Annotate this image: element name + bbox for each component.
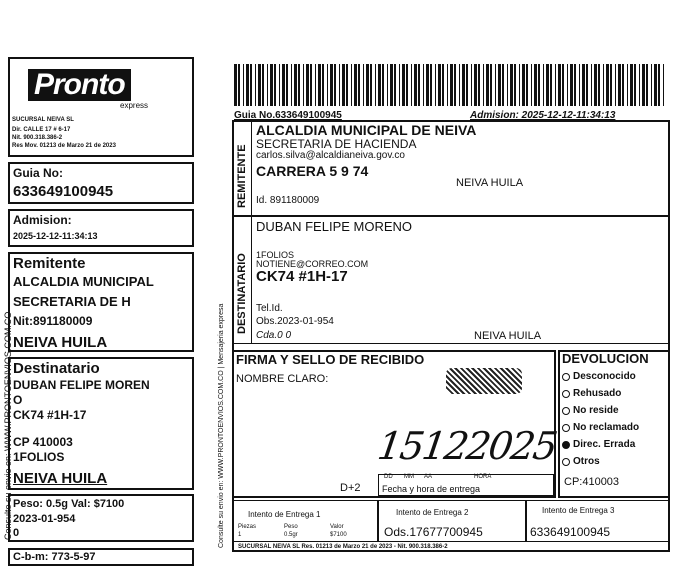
devolucion-cp: CP:410003 bbox=[564, 476, 620, 488]
radio-checked-icon bbox=[562, 441, 570, 449]
barcode-bar bbox=[402, 64, 405, 106]
remitente-name: ALCALDIA MUNICIPAL DE NEIVA bbox=[256, 122, 477, 138]
destinatario-city: NEIVA HUILA bbox=[13, 470, 108, 487]
barcode-bar bbox=[615, 64, 616, 106]
logo-subtitle: express bbox=[120, 101, 149, 110]
peso-value-valor: $7100 bbox=[330, 532, 347, 538]
barcode-bar bbox=[306, 64, 309, 106]
remitente-line-2: SECRETARIA DE H bbox=[13, 294, 131, 309]
barcode-bar bbox=[627, 64, 628, 106]
devolucion-option-0[interactable]: Desconocido bbox=[562, 368, 639, 385]
barcode-bar bbox=[363, 64, 364, 106]
barcode-bar bbox=[555, 64, 556, 106]
peso-line: Peso: 0.5g Val: $7100 bbox=[13, 498, 125, 510]
destinatario-line-3: CK74 #1H-17 bbox=[13, 408, 87, 422]
date-line: 2023-01-954 bbox=[13, 513, 76, 525]
peso-value-piezas: 1 bbox=[238, 532, 242, 538]
remitente-id: Id. 891180009 bbox=[256, 195, 320, 206]
barcode-bar bbox=[522, 64, 525, 106]
barcode-bar bbox=[334, 64, 336, 106]
intento-1-label: Intento de Entrega 1 bbox=[248, 510, 321, 519]
barcode-bar bbox=[255, 64, 256, 106]
barcode-bar bbox=[310, 64, 312, 106]
main-footer: SUCURSAL NEIVA SL Res. 01213 de Marzo 21 de 2023 - Nit. 900.318.386-2 bbox=[238, 544, 448, 550]
barcode-bar bbox=[466, 64, 468, 106]
barcode-bar bbox=[430, 64, 432, 106]
barcode-bar bbox=[579, 64, 580, 106]
remitente-city: NEIVA HUILA bbox=[456, 177, 524, 189]
remitente-line-3: Nit:891180009 bbox=[13, 314, 93, 328]
barcode bbox=[234, 64, 666, 106]
fecha-col-aa: AA bbox=[424, 474, 433, 480]
barcode-bar bbox=[478, 64, 480, 106]
firma-title: FIRMA Y SELLO DE RECIBIDO bbox=[236, 352, 425, 367]
barcode-bar bbox=[246, 64, 249, 106]
barcode-bar bbox=[586, 64, 588, 106]
guia-label: Guia No: bbox=[13, 166, 63, 180]
barcode-bar bbox=[394, 64, 396, 106]
barcode-bar bbox=[262, 64, 264, 106]
barcode-bar bbox=[282, 64, 285, 106]
company-logo: Pronto bbox=[28, 69, 131, 101]
barcode-bar bbox=[526, 64, 528, 106]
peso-header-peso: Peso bbox=[284, 524, 298, 530]
left-logo-box bbox=[8, 57, 194, 157]
fecha-col-dd: DD bbox=[384, 474, 393, 480]
d2-label: D+2 bbox=[340, 482, 361, 494]
radio-circle-icon bbox=[562, 458, 570, 466]
barcode-bar bbox=[574, 64, 576, 106]
destinatario-cda: Cda.0 0 bbox=[256, 330, 292, 341]
radio-circle-icon bbox=[562, 390, 570, 398]
barcode-bar bbox=[406, 64, 408, 106]
barcode-bar bbox=[354, 64, 357, 106]
barcode-bar bbox=[639, 64, 640, 106]
devolucion-option-5[interactable]: Otros bbox=[562, 453, 639, 470]
barcode-bar bbox=[382, 64, 384, 106]
company-line-3: Nit. 900.318.386-2 bbox=[12, 135, 63, 141]
left-admision-box bbox=[8, 209, 194, 247]
main-side-text: Consulte su envio en: WWW.PRONTOENVIOS.COM.CO | Mensajeria expresa bbox=[218, 303, 225, 548]
destinatario-city: NEIVA HUILA bbox=[474, 330, 542, 342]
barcode-bar bbox=[663, 64, 664, 106]
barcode-bar bbox=[387, 64, 388, 106]
barcode-bar bbox=[562, 64, 564, 106]
radio-circle-icon bbox=[562, 424, 570, 432]
devolucion-option-4[interactable]: Direc. Errada bbox=[562, 436, 639, 453]
peso-header-piezas: Piezas bbox=[238, 524, 257, 530]
barcode-bar bbox=[366, 64, 369, 106]
main-guia-header: Guia No.633649100945 bbox=[234, 110, 342, 121]
devolucion-option-3[interactable]: No reclamado bbox=[562, 419, 639, 436]
barcode-bar bbox=[358, 64, 360, 106]
barcode-bar bbox=[651, 64, 652, 106]
barcode-bar bbox=[646, 64, 648, 106]
destinatario-name: DUBAN FELIPE MORENO bbox=[256, 219, 413, 234]
barcode-bar bbox=[411, 64, 412, 106]
barcode-bar bbox=[351, 64, 352, 106]
barcode-bar bbox=[582, 64, 585, 106]
admision-value: 2025-12-12-11:34:13 bbox=[13, 231, 98, 241]
barcode-bar bbox=[298, 64, 300, 106]
remitente-dept: SECRETARIA DE HACIENDA bbox=[256, 137, 417, 151]
destinatario-line-2: O bbox=[13, 393, 23, 407]
barcode-bar bbox=[642, 64, 645, 106]
destinatario-address: CK74 #1H-17 bbox=[256, 268, 348, 285]
barcode-bar bbox=[438, 64, 441, 106]
barcode-bar bbox=[618, 64, 621, 106]
barcode-bar bbox=[591, 64, 592, 106]
barcode-bar bbox=[322, 64, 324, 106]
peso-header-valor: Valor bbox=[330, 524, 344, 530]
remitente-vertical-label: REMITENTE bbox=[236, 144, 248, 208]
barcode-bar bbox=[426, 64, 429, 106]
barcode-bar bbox=[447, 64, 448, 106]
left-destinatario-box bbox=[8, 357, 194, 490]
barcode-bar bbox=[538, 64, 540, 106]
barcode-bar bbox=[327, 64, 328, 106]
barcode-bar bbox=[270, 64, 273, 106]
barcode-bar bbox=[454, 64, 456, 106]
barcode-bar bbox=[303, 64, 304, 106]
stamp-smudge bbox=[446, 368, 522, 394]
company-line-4: Res Mov. 01213 de Marzo 21 de 2023 bbox=[12, 143, 116, 149]
barcode-bar bbox=[286, 64, 288, 106]
barcode-bar bbox=[594, 64, 597, 106]
barcode-bar bbox=[630, 64, 633, 106]
handwritten-date: 15122025 bbox=[374, 424, 559, 468]
barcode-bar bbox=[342, 64, 345, 106]
barcode-bar bbox=[474, 64, 477, 106]
barcode-bar bbox=[267, 64, 268, 106]
barcode-bar bbox=[558, 64, 561, 106]
barcode-bar bbox=[510, 64, 513, 106]
barcode-bar bbox=[654, 64, 657, 106]
destinatario-tel: Tel.Id. bbox=[256, 303, 283, 314]
radio-circle-icon bbox=[562, 373, 570, 381]
barcode-bar bbox=[462, 64, 465, 106]
barcode-bar bbox=[258, 64, 261, 106]
main-admision-header: Admision: 2025-12-12-11:34:13 bbox=[470, 110, 616, 121]
fecha-label: Fecha y hora de entrega bbox=[382, 484, 481, 494]
remitente-email: carlos.silva@alcaldianeiva.gov.co bbox=[256, 150, 405, 161]
destinatario-folios: 1FOLIOS bbox=[13, 450, 65, 464]
barcode-bar bbox=[598, 64, 600, 106]
barcode-bar bbox=[603, 64, 604, 106]
barcode-bar bbox=[490, 64, 492, 106]
barcode-bar bbox=[243, 64, 244, 106]
barcode-bar bbox=[418, 64, 420, 106]
left-code-box bbox=[8, 548, 194, 566]
barcode-bar bbox=[498, 64, 501, 106]
barcode-bar bbox=[450, 64, 453, 106]
barcode-bar bbox=[370, 64, 372, 106]
left-guia-box bbox=[8, 162, 194, 204]
destinatario-obs: Obs.2023-01-954 bbox=[256, 316, 334, 327]
devolucion-option-2[interactable]: No reside bbox=[562, 402, 639, 419]
barcode-bar bbox=[330, 64, 333, 106]
barcode-bar bbox=[238, 64, 240, 106]
remitente-city: NEIVA HUILA bbox=[13, 334, 108, 351]
barcode-bar bbox=[519, 64, 520, 106]
barcode-bar bbox=[414, 64, 417, 106]
destinatario-email: NOTIENE@CORREO.COM bbox=[256, 259, 369, 269]
company-line-1: SUCURSAL NEIVA SL bbox=[12, 117, 74, 123]
bottom-code: C-b-m: 773-5-97 bbox=[13, 551, 96, 563]
remitente-address: CARRERA 5 9 74 bbox=[256, 163, 369, 179]
barcode-bar bbox=[234, 64, 237, 106]
barcode-bar bbox=[514, 64, 516, 106]
barcode-bar bbox=[502, 64, 504, 106]
barcode-bar bbox=[546, 64, 549, 106]
peso-value-peso: 0.5gr bbox=[284, 532, 298, 538]
barcode-bar bbox=[291, 64, 292, 106]
barcode-bar bbox=[378, 64, 381, 106]
barcode-bar bbox=[550, 64, 552, 106]
barcode-bar bbox=[459, 64, 460, 106]
destinatario-cp: CP 410003 bbox=[13, 435, 73, 449]
left-peso-box bbox=[8, 494, 194, 542]
intento-1-cell bbox=[232, 500, 378, 542]
intento-2-label: Intento de Entrega 2 bbox=[396, 508, 469, 517]
barcode-bar bbox=[567, 64, 568, 106]
intento-3-value: 633649100945 bbox=[530, 525, 611, 539]
barcode-bar bbox=[274, 64, 276, 106]
left-remitente-box bbox=[8, 252, 194, 352]
barcode-bar bbox=[315, 64, 316, 106]
barcode-bar bbox=[507, 64, 508, 106]
barcode-bar bbox=[531, 64, 532, 106]
devolucion-options bbox=[562, 368, 639, 470]
barcode-bar bbox=[486, 64, 489, 106]
left-side-text: Consulte su envio en: WWW.PRONTOENVIOS.COM.CO bbox=[3, 311, 13, 540]
barcode-bar bbox=[435, 64, 436, 106]
barcode-bar bbox=[610, 64, 612, 106]
barcode-bar bbox=[318, 64, 321, 106]
barcode-bar bbox=[495, 64, 496, 106]
barcode-bar bbox=[534, 64, 537, 106]
barcode-bar bbox=[250, 64, 252, 106]
fecha-col-hora: HORA bbox=[474, 474, 492, 480]
destinatario-label: Destinatario bbox=[13, 360, 100, 377]
barcode-bar bbox=[423, 64, 424, 106]
barcode-bar bbox=[339, 64, 340, 106]
destinatario-folios: 1FOLIOS bbox=[256, 250, 295, 260]
destinatario-line-1: DUBAN FELIPE MOREN bbox=[13, 378, 150, 392]
intento-3-label: Intento de Entrega 3 bbox=[542, 506, 615, 515]
zero-line: 0 bbox=[13, 527, 20, 539]
destinatario-vertical-label: DESTINATARIO bbox=[236, 253, 248, 334]
intento-2-value: Ods.17677700945 bbox=[384, 525, 483, 539]
barcode-bar bbox=[399, 64, 400, 106]
barcode-bar bbox=[390, 64, 393, 106]
company-line-2: Dir. CALLE 17 # 6-17 bbox=[12, 127, 71, 133]
barcode-bar bbox=[375, 64, 376, 106]
barcode-bar bbox=[483, 64, 484, 106]
remitente-label: Remitente bbox=[13, 255, 86, 272]
nombre-claro: NOMBRE CLARO: bbox=[236, 373, 329, 385]
barcode-bar bbox=[622, 64, 624, 106]
radio-circle-icon bbox=[562, 407, 570, 415]
fecha-col-mm: MM bbox=[404, 474, 414, 480]
devolucion-title: DEVOLUCION bbox=[562, 351, 649, 366]
barcode-bar bbox=[279, 64, 280, 106]
barcode-bar bbox=[606, 64, 609, 106]
barcode-bar bbox=[346, 64, 348, 106]
barcode-bar bbox=[294, 64, 297, 106]
remitente-line-1: ALCALDIA MUNICIPAL bbox=[13, 274, 154, 289]
barcode-bar bbox=[570, 64, 573, 106]
barcode-bar bbox=[543, 64, 544, 106]
guia-number: 633649100945 bbox=[13, 183, 114, 200]
barcode-bar bbox=[658, 64, 660, 106]
admision-label: Admision: bbox=[13, 213, 72, 227]
barcode-bar bbox=[634, 64, 636, 106]
devolucion-option-1[interactable]: Rehusado bbox=[562, 385, 639, 402]
barcode-bar bbox=[471, 64, 472, 106]
barcode-bar bbox=[442, 64, 444, 106]
